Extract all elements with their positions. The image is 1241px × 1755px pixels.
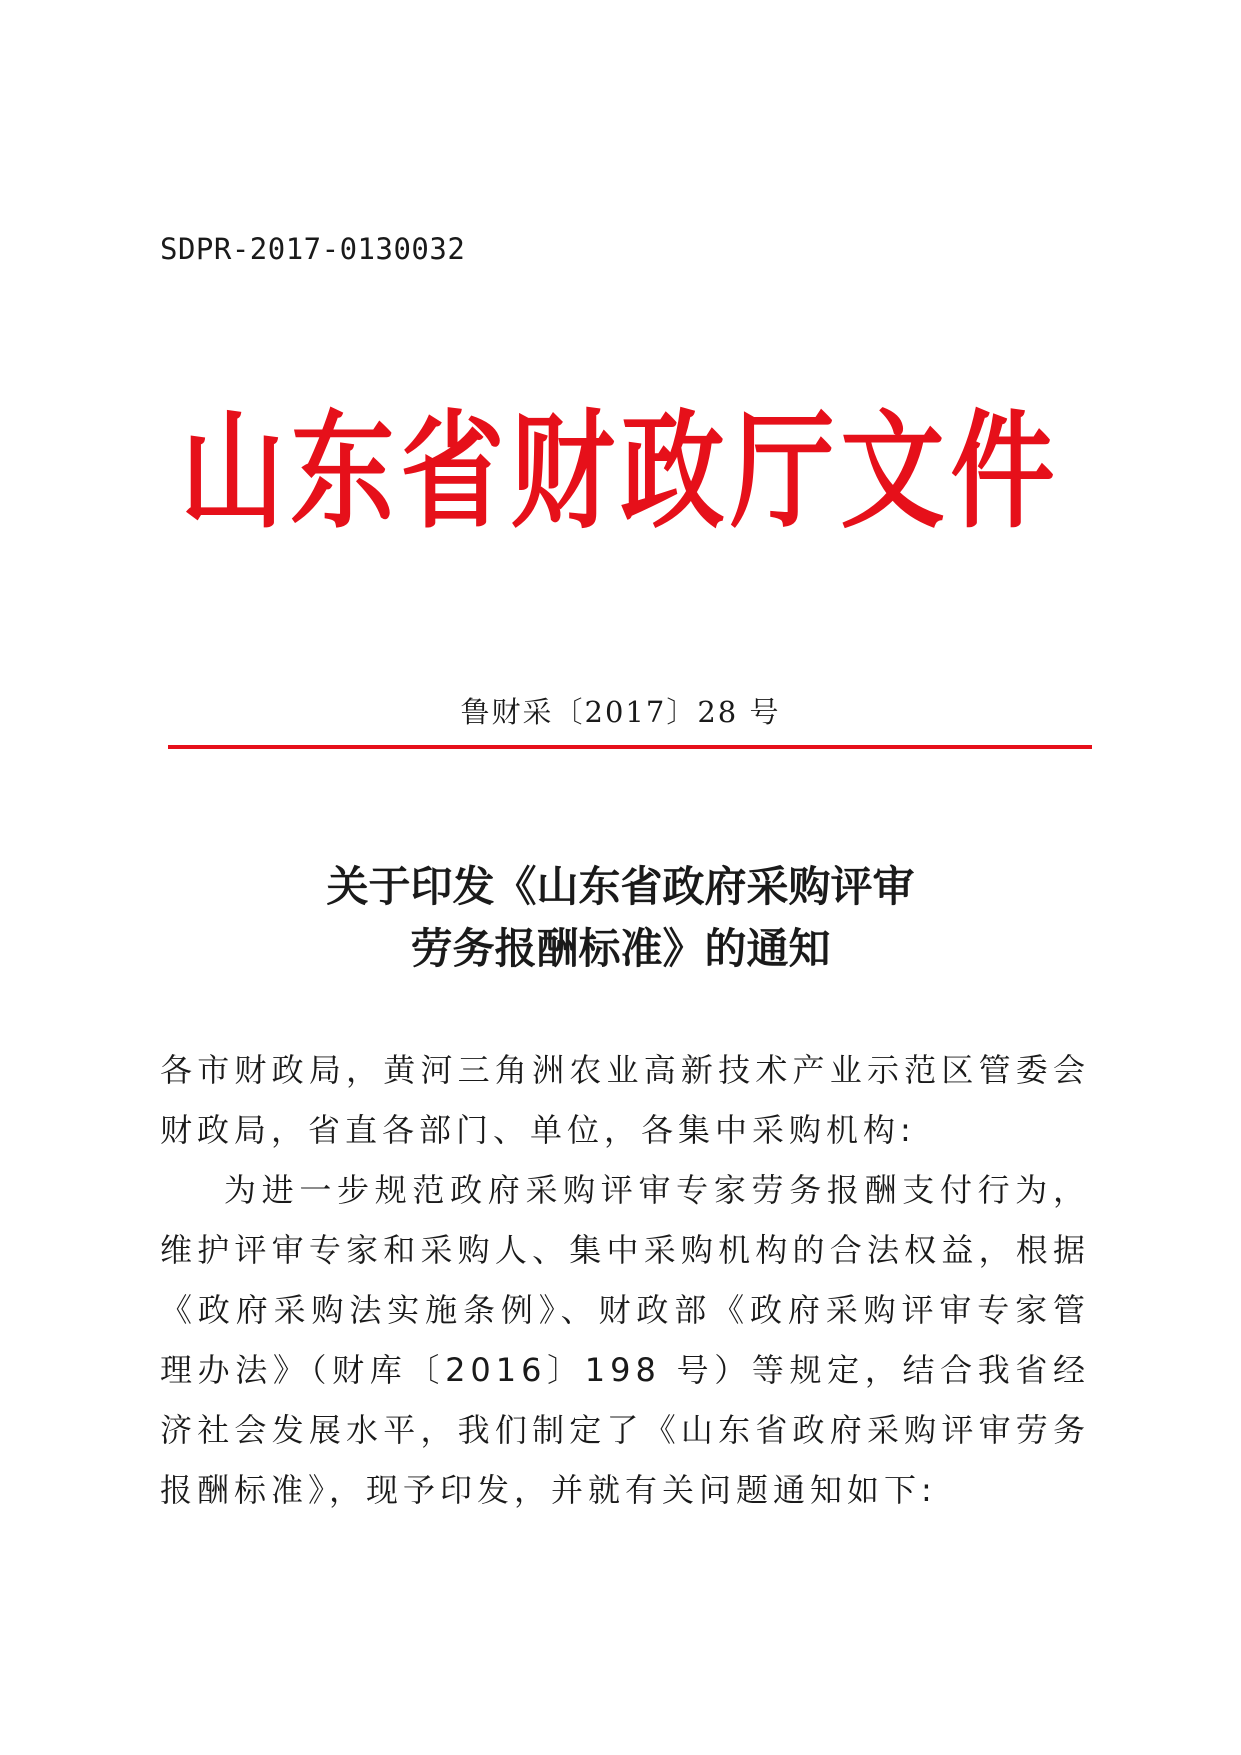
addressee: 各市财政局，黄河三角洲农业高新技术产业示范区管委会财政局，省直各部门、单位，各集中采购机构:	[160, 1051, 1090, 1149]
title-line-1: 关于印发《山东省政府采购评审	[326, 862, 915, 911]
document-code: SDPR-2017-0130032	[160, 232, 466, 266]
body-paragraph: 为进一步规范政府采购评审专家劳务报酬支付行为，维护评审专家和采购人、集中采购机构的合法权益，根据《政府采购法实施条例》、财政部《政府采购评审专家管理办法》（财库〔2016〕198 号）等规定，结合我省经济社会发展水平，我们制定了《山东省政府采购评审劳务报酬标准》，现予印发，并就有关问题通知如下:	[160, 1171, 1090, 1509]
document-number: 鲁财采〔2017〕28 号	[460, 695, 781, 729]
document-body	[160, 1040, 1090, 1520]
title-line-2: 劳务报酬标准》的通知	[410, 924, 831, 973]
issuer-header: 山东省财政厅文件	[180, 395, 1061, 546]
red-divider	[168, 745, 1092, 749]
document-title	[0, 856, 1241, 980]
